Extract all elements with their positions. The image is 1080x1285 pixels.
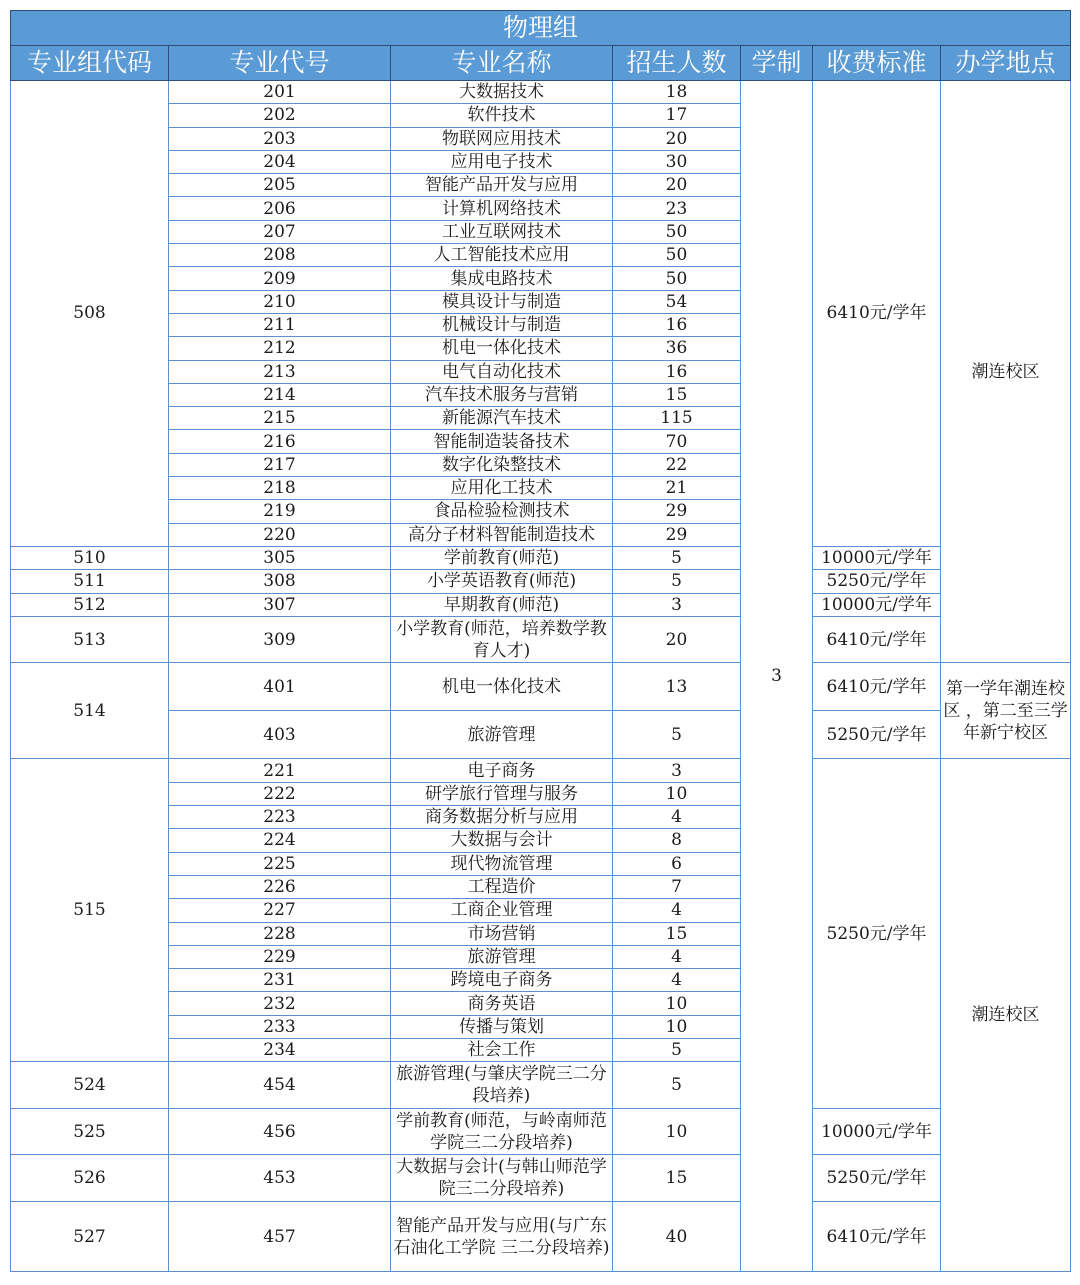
major-name-cell: 模具设计与制造 bbox=[391, 290, 613, 313]
major-code-cell: 222 bbox=[169, 782, 391, 805]
major-code-cell: 203 bbox=[169, 127, 391, 150]
major-code-cell: 457 bbox=[169, 1202, 391, 1272]
major-code-cell: 308 bbox=[169, 570, 391, 593]
fee-cell: 6410元/学年 bbox=[813, 616, 941, 663]
header-duration: 学制 bbox=[741, 46, 813, 81]
location-cell-middle: 第一学年潮连校区 ，第二至三学年新宁校区 bbox=[941, 663, 1071, 759]
major-name-cell: 跨境电子商务 bbox=[391, 969, 613, 992]
major-name-cell: 小学教育(师范，培养数学教育人才) bbox=[391, 616, 613, 663]
major-code-cell: 232 bbox=[169, 992, 391, 1015]
major-name-cell: 智能产品开发与应用 bbox=[391, 174, 613, 197]
major-name-cell: 社会工作 bbox=[391, 1038, 613, 1061]
major-code-cell: 233 bbox=[169, 1015, 391, 1038]
group-code-cell: 515 bbox=[11, 759, 169, 1062]
enrollment-count-cell: 15 bbox=[613, 1155, 741, 1202]
major-code-cell: 211 bbox=[169, 313, 391, 336]
header-location: 办学地点 bbox=[941, 46, 1071, 81]
major-code-cell: 204 bbox=[169, 150, 391, 173]
major-code-cell: 225 bbox=[169, 852, 391, 875]
major-name-cell: 旅游管理 bbox=[391, 711, 613, 759]
enrollment-count-cell: 17 bbox=[613, 104, 741, 127]
table-row bbox=[11, 711, 1071, 759]
major-code-cell: 453 bbox=[169, 1155, 391, 1202]
major-name-cell: 智能产品开发与应用(与广东石油化工学院 三二分段培养) bbox=[391, 1202, 613, 1272]
major-name-cell: 工业互联网技术 bbox=[391, 220, 613, 243]
table-row bbox=[11, 570, 1071, 593]
major-code-cell: 212 bbox=[169, 337, 391, 360]
table-title: 物理组 bbox=[11, 11, 1071, 46]
major-name-cell: 早期教育(师范) bbox=[391, 593, 613, 616]
group-code-cell: 525 bbox=[11, 1108, 169, 1155]
major-code-cell: 206 bbox=[169, 197, 391, 220]
location-cell-lower: 潮连校区 bbox=[941, 759, 1071, 1272]
enrollment-count-cell: 29 bbox=[613, 523, 741, 546]
enrollment-count-cell: 16 bbox=[613, 360, 741, 383]
enrollment-count-cell: 8 bbox=[613, 829, 741, 852]
table-row bbox=[11, 593, 1071, 616]
location-cell-upper: 潮连校区 bbox=[941, 81, 1071, 663]
major-code-cell: 209 bbox=[169, 267, 391, 290]
enrollment-count-cell: 13 bbox=[613, 663, 741, 711]
major-name-cell: 高分子材料智能制造技术 bbox=[391, 523, 613, 546]
major-code-cell: 223 bbox=[169, 806, 391, 829]
major-name-cell: 学前教育(师范，与岭南师范学院三二分段培养) bbox=[391, 1108, 613, 1155]
major-name-cell: 现代物流管理 bbox=[391, 852, 613, 875]
major-code-cell: 220 bbox=[169, 523, 391, 546]
major-code-cell: 307 bbox=[169, 593, 391, 616]
major-name-cell: 集成电路技术 bbox=[391, 267, 613, 290]
enrollment-table-container bbox=[10, 10, 1070, 1272]
group-code-cell: 514 bbox=[11, 663, 169, 759]
group-code-cell: 524 bbox=[11, 1062, 169, 1109]
major-name-cell: 电子商务 bbox=[391, 759, 613, 782]
enrollment-count-cell: 5 bbox=[613, 1062, 741, 1109]
enrollment-table bbox=[10, 10, 1071, 1272]
major-name-cell: 软件技术 bbox=[391, 104, 613, 127]
major-name-cell: 新能源汽车技术 bbox=[391, 407, 613, 430]
enrollment-count-cell: 40 bbox=[613, 1202, 741, 1272]
major-name-cell: 计算机网络技术 bbox=[391, 197, 613, 220]
enrollment-count-cell: 115 bbox=[613, 407, 741, 430]
title-row bbox=[11, 11, 1071, 46]
major-code-cell: 218 bbox=[169, 477, 391, 500]
major-code-cell: 221 bbox=[169, 759, 391, 782]
major-code-cell: 456 bbox=[169, 1108, 391, 1155]
enrollment-count-cell: 7 bbox=[613, 875, 741, 898]
fee-cell: 5250元/学年 bbox=[813, 759, 941, 1108]
major-name-cell: 传播与策划 bbox=[391, 1015, 613, 1038]
enrollment-count-cell: 4 bbox=[613, 969, 741, 992]
table-row bbox=[11, 759, 1071, 782]
enrollment-count-cell: 10 bbox=[613, 1108, 741, 1155]
enrollment-count-cell: 18 bbox=[613, 81, 741, 104]
major-name-cell: 市场营销 bbox=[391, 922, 613, 945]
major-code-cell: 224 bbox=[169, 829, 391, 852]
fee-cell: 10000元/学年 bbox=[813, 593, 941, 616]
enrollment-count-cell: 36 bbox=[613, 337, 741, 360]
enrollment-count-cell: 3 bbox=[613, 593, 741, 616]
major-code-cell: 202 bbox=[169, 104, 391, 127]
fee-cell: 5250元/学年 bbox=[813, 570, 941, 593]
table-row bbox=[11, 1155, 1071, 1202]
group-code-cell: 527 bbox=[11, 1202, 169, 1272]
enrollment-count-cell: 15 bbox=[613, 922, 741, 945]
major-name-cell: 机电一体化技术 bbox=[391, 663, 613, 711]
table-row bbox=[11, 663, 1071, 711]
group-code-cell: 512 bbox=[11, 593, 169, 616]
major-code-cell: 401 bbox=[169, 663, 391, 711]
enrollment-count-cell: 20 bbox=[613, 174, 741, 197]
major-name-cell: 旅游管理 bbox=[391, 945, 613, 968]
major-code-cell: 201 bbox=[169, 81, 391, 104]
enrollment-count-cell: 21 bbox=[613, 477, 741, 500]
major-code-cell: 229 bbox=[169, 945, 391, 968]
enrollment-count-cell: 4 bbox=[613, 899, 741, 922]
major-name-cell: 大数据与会计 bbox=[391, 829, 613, 852]
fee-cell: 10000元/学年 bbox=[813, 1108, 941, 1155]
enrollment-count-cell: 5 bbox=[613, 1038, 741, 1061]
enrollment-count-cell: 50 bbox=[613, 220, 741, 243]
major-name-cell: 工程造价 bbox=[391, 875, 613, 898]
major-code-cell: 216 bbox=[169, 430, 391, 453]
enrollment-count-cell: 10 bbox=[613, 782, 741, 805]
major-code-cell: 217 bbox=[169, 453, 391, 476]
major-code-cell: 227 bbox=[169, 899, 391, 922]
major-name-cell: 工商企业管理 bbox=[391, 899, 613, 922]
major-name-cell: 应用电子技术 bbox=[391, 150, 613, 173]
enrollment-count-cell: 23 bbox=[613, 197, 741, 220]
major-name-cell: 研学旅行管理与服务 bbox=[391, 782, 613, 805]
enrollment-count-cell: 70 bbox=[613, 430, 741, 453]
enrollment-count-cell: 5 bbox=[613, 711, 741, 759]
group-code-cell: 513 bbox=[11, 616, 169, 663]
fee-cell: 5250元/学年 bbox=[813, 1155, 941, 1202]
major-name-cell: 汽车技术服务与营销 bbox=[391, 383, 613, 406]
major-code-cell: 309 bbox=[169, 616, 391, 663]
header-group-code: 专业组代码 bbox=[11, 46, 169, 81]
major-code-cell: 213 bbox=[169, 360, 391, 383]
enrollment-count-cell: 10 bbox=[613, 992, 741, 1015]
fee-cell: 5250元/学年 bbox=[813, 711, 941, 759]
enrollment-count-cell: 6 bbox=[613, 852, 741, 875]
header-major-code: 专业代号 bbox=[169, 46, 391, 81]
fee-cell: 6410元/学年 bbox=[813, 1202, 941, 1272]
enrollment-count-cell: 16 bbox=[613, 313, 741, 336]
major-name-cell: 机电一体化技术 bbox=[391, 337, 613, 360]
major-name-cell: 人工智能技术应用 bbox=[391, 244, 613, 267]
major-code-cell: 231 bbox=[169, 969, 391, 992]
major-name-cell: 电气自动化技术 bbox=[391, 360, 613, 383]
major-name-cell: 机械设计与制造 bbox=[391, 313, 613, 336]
group-code-cell: 508 bbox=[11, 81, 169, 547]
table-row bbox=[11, 616, 1071, 663]
fee-cell: 10000元/学年 bbox=[813, 546, 941, 569]
enrollment-count-cell: 30 bbox=[613, 150, 741, 173]
major-code-cell: 454 bbox=[169, 1062, 391, 1109]
enrollment-count-cell: 29 bbox=[613, 500, 741, 523]
major-name-cell: 智能制造装备技术 bbox=[391, 430, 613, 453]
major-name-cell: 数字化染整技术 bbox=[391, 453, 613, 476]
major-code-cell: 234 bbox=[169, 1038, 391, 1061]
major-code-cell: 305 bbox=[169, 546, 391, 569]
major-name-cell: 商务英语 bbox=[391, 992, 613, 1015]
major-name-cell: 物联网应用技术 bbox=[391, 127, 613, 150]
enrollment-count-cell: 5 bbox=[613, 570, 741, 593]
major-code-cell: 403 bbox=[169, 711, 391, 759]
group-code-cell: 511 bbox=[11, 570, 169, 593]
major-code-cell: 210 bbox=[169, 290, 391, 313]
enrollment-count-cell: 4 bbox=[613, 806, 741, 829]
enrollment-count-cell: 10 bbox=[613, 1015, 741, 1038]
major-code-cell: 228 bbox=[169, 922, 391, 945]
major-code-cell: 219 bbox=[169, 500, 391, 523]
enrollment-count-cell: 22 bbox=[613, 453, 741, 476]
enrollment-count-cell: 20 bbox=[613, 127, 741, 150]
header-row bbox=[11, 46, 1071, 81]
enrollment-count-cell: 4 bbox=[613, 945, 741, 968]
table-row bbox=[11, 546, 1071, 569]
table-row bbox=[11, 81, 1071, 104]
enrollment-count-cell: 50 bbox=[613, 267, 741, 290]
major-name-cell: 食品检验检测技术 bbox=[391, 500, 613, 523]
major-code-cell: 208 bbox=[169, 244, 391, 267]
major-code-cell: 215 bbox=[169, 407, 391, 430]
major-name-cell: 大数据与会计(与韩山师范学院三二分段培养) bbox=[391, 1155, 613, 1202]
enrollment-count-cell: 5 bbox=[613, 546, 741, 569]
enrollment-count-cell: 54 bbox=[613, 290, 741, 313]
table-row bbox=[11, 1108, 1071, 1155]
major-name-cell: 大数据技术 bbox=[391, 81, 613, 104]
major-name-cell: 商务数据分析与应用 bbox=[391, 806, 613, 829]
table-row bbox=[11, 1202, 1071, 1272]
enrollment-count-cell: 3 bbox=[613, 759, 741, 782]
major-name-cell: 小学英语教育(师范) bbox=[391, 570, 613, 593]
major-code-cell: 207 bbox=[169, 220, 391, 243]
major-name-cell: 应用化工技术 bbox=[391, 477, 613, 500]
enrollment-count-cell: 20 bbox=[613, 616, 741, 663]
major-name-cell: 旅游管理(与肇庆学院三二分段培养) bbox=[391, 1062, 613, 1109]
group-code-cell: 526 bbox=[11, 1155, 169, 1202]
header-fee: 收费标准 bbox=[813, 46, 941, 81]
enrollment-count-cell: 50 bbox=[613, 244, 741, 267]
major-code-cell: 205 bbox=[169, 174, 391, 197]
major-name-cell: 学前教育(师范) bbox=[391, 546, 613, 569]
major-code-cell: 226 bbox=[169, 875, 391, 898]
fee-cell: 6410元/学年 bbox=[813, 663, 941, 711]
major-code-cell: 214 bbox=[169, 383, 391, 406]
header-major-name: 专业名称 bbox=[391, 46, 613, 81]
header-enrollment: 招生人数 bbox=[613, 46, 741, 81]
duration-cell: 3 bbox=[741, 81, 813, 1272]
enrollment-count-cell: 15 bbox=[613, 383, 741, 406]
group-code-cell: 510 bbox=[11, 546, 169, 569]
fee-cell: 6410元/学年 bbox=[813, 81, 941, 547]
